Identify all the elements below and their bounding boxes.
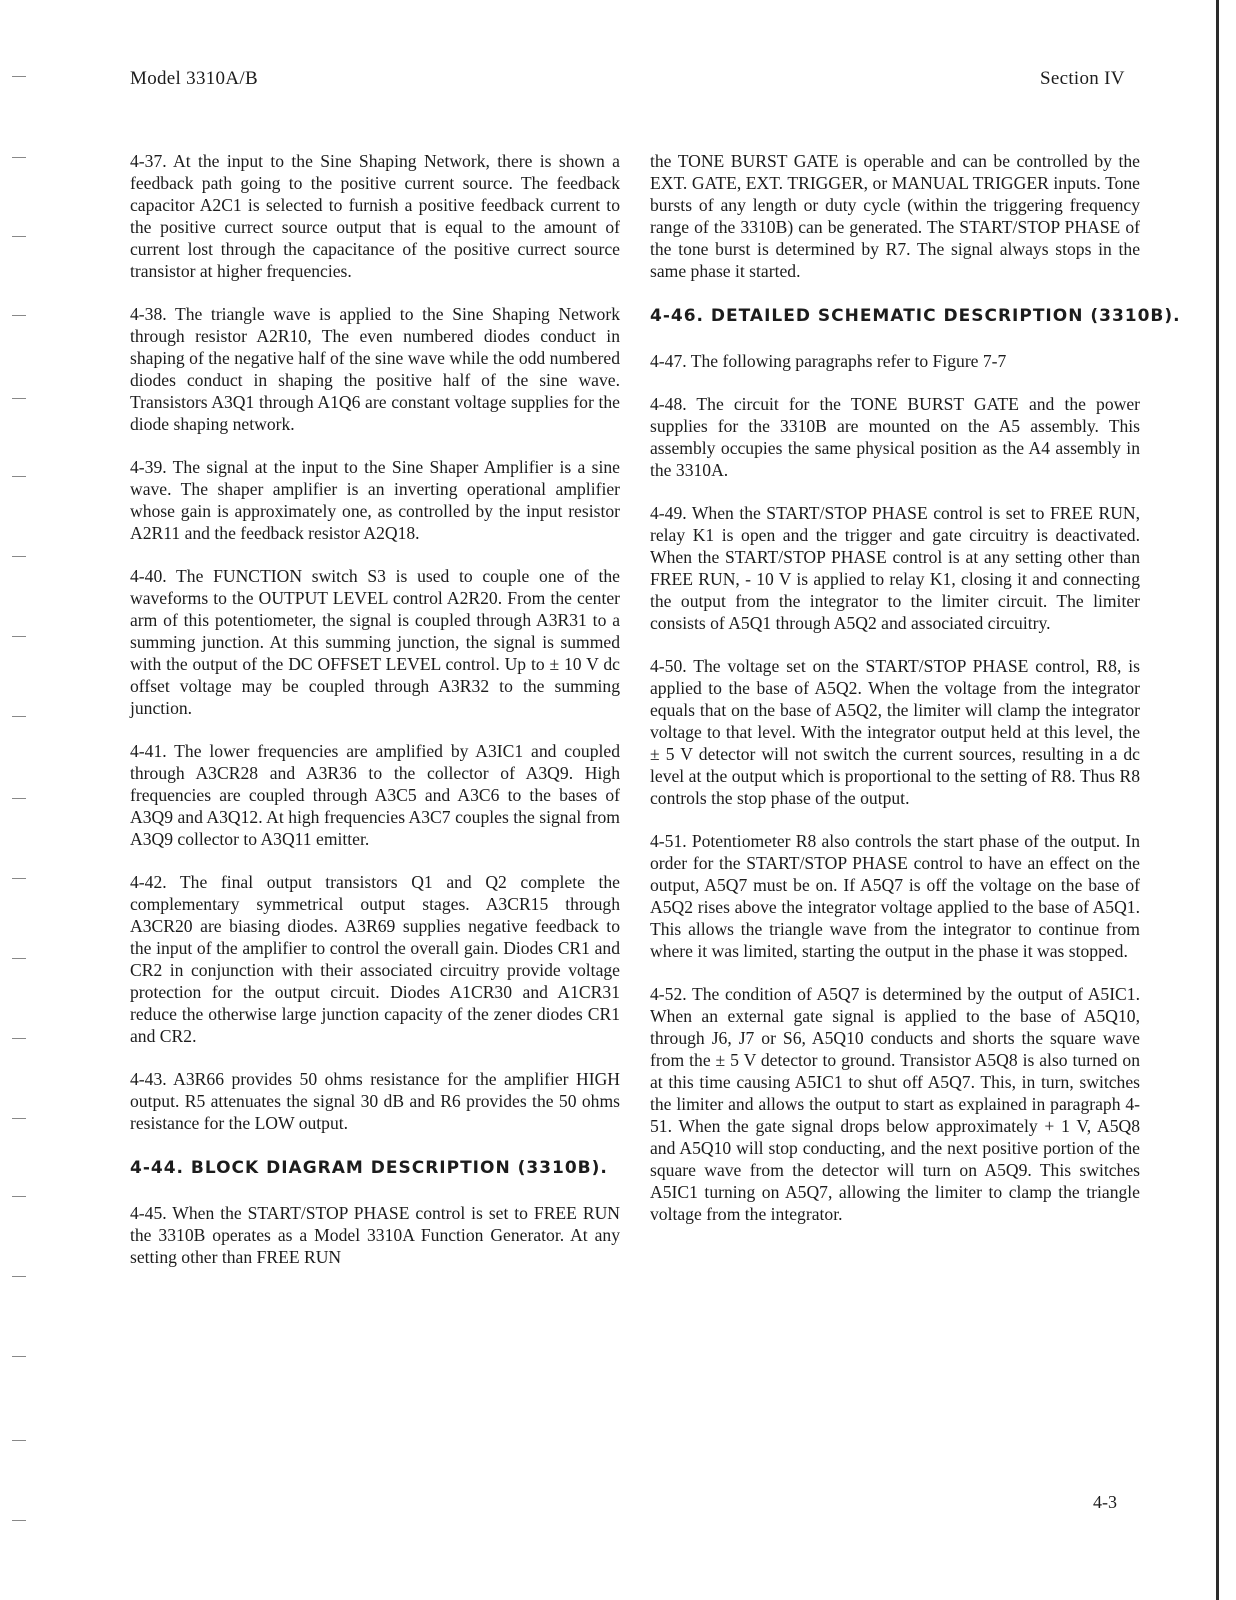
scan-margin-tick [12,716,26,717]
paragraph-4-48: 4-48. The circuit for the TONE BURST GATE and the power supplies for the 3310B are mounted on the A5 assembly. This assembly occupies the same physical position as the A4 assembly in the 3310A. [650,394,1140,480]
heading-4-46: 4-46. DETAILED SCHEMATIC DESCRIPTION (3310B). [650,306,1181,326]
scan-margin-tick [12,236,26,237]
paragraph-4-45: 4-45. When the START/STOP PHASE control is set to FREE RUN the 3310B operates as a Model 3310A Function Generator. At any setting other than FREE RUN [130,1203,620,1267]
scan-margin-tick [12,798,26,799]
scan-margin-tick [12,1196,26,1197]
paragraph-4-40: 4-40. The FUNCTION switch S3 is used to couple one of the waveforms to the OUTPUT LEVEL control A2R20. From the center arm of this potentiometer, the signal is coupled through A3R31 to a summing junction. At this summing junction, the signal is summed with the output of the DC OFFSET LEVEL control. Up to ± 10 V dc offset voltage may be coupled through A3R32 to the summing junction. [130,566,620,718]
scan-margin-tick [12,1276,26,1277]
paragraph-4-37: 4-37. At the input to the Sine Shaping Network, there is shown a feedback path going to the positive current source. The feedback capacitor A2C1 is selected to furnish a positive feedback current to the positive currect source output that is equal to the amount of current lost through the capacitance of the positive currect source transistor at higher frequencies. [130,151,620,281]
page-number: 4-3 [1093,1492,1117,1512]
paragraph-4-49: 4-49. When the START/STOP PHASE control is set to FREE RUN, relay K1 is open and the trigger and gate circuitry is deactivated. When the START/STOP PHASE control is at any setting other than FREE RUN, - 10 V is applied to relay K1, closing it and connecting the output from the integrator to the limiter circuit. The limiter consists of A5Q1 through A5Q2 and associated circuitry. [650,503,1140,633]
paragraph-4-38: 4-38. The triangle wave is applied to the Sine Shaping Network through resistor A2R10, The even numbered diodes conduct in shaping of the negative half of the sine wave while the odd numbered diodes conduct in shaping the positive half of the sine wave. Transistors A3Q1 through A1Q6 are constant voltage supplies for the diode shaping network. [130,304,620,434]
left-column [130,150,620,1289]
paragraph-4-50: 4-50. The voltage set on the START/STOP PHASE control, R8, is applied to the base of A5Q2. When the voltage from the integrator equals that on the base of A5Q2, the limiter will clamp the integrator voltage to that level. With the integrator output held at this level, the ± 5 V detector will not switch the current sources, resulting in a dc level at the output which is proportional to the setting of R8. Thus R8 controls the stop phase of the output. [650,656,1140,808]
scan-margin-tick [12,878,26,879]
scan-margin-tick [12,157,26,158]
scan-margin-tick [12,76,26,77]
scan-margin-tick [12,315,26,316]
scan-margin-tick [12,1356,26,1357]
scan-margin-tick [12,1440,26,1441]
paragraph-4-52: 4-52. The condition of A5Q7 is determined by the output of A5IC1. When an external gate signal is applied to the base of A5Q10, through J6, J7 or S6, A5Q10 conducts and shorts the square wave from the ± 5 V detector to ground. Transistor A5Q8 is also turned on at this time causing A5IC1 to shut off A5Q7. This, in turn, switches the limiter and allows the output to start as explained in paragraph 4-51. When the gate signal drops below approximately + 1 V, A5Q8 and A5Q10 will stop conducting, and the next positive portion of the square wave from the detector will turn on A5Q9. This switches A5IC1 turning on A5Q7, allowing the limiter to clamp the triangle voltage from the integrator. [650,984,1140,1224]
scan-edge-rule [1216,0,1219,1600]
paragraph-4-51: 4-51. Potentiometer R8 also controls the start phase of the output. In order for the START/STOP PHASE control to have an effect on the output, A5Q7 must be on. If A5Q7 is off the voltage on the base of A5Q2 rises above the integrator voltage applied to the base of A5Q1. This allows the triangle wave from the integrator to continue from where it was limited, starting the output in the phase it was stopped. [650,831,1140,961]
paragraph-4-42: 4-42. The final output transistors Q1 and Q2 complete the complementary symmetrical output stages. A3CR15 through A3CR20 are biasing diodes. A3R69 supplies negative feedback to the input of the amplifier to control the overall gain. Diodes CR1 and CR2 in conjunction with their associated circuitry provide voltage protection for the output circuit. Diodes A1CR30 and A1CR31 reduce the otherwise large junction capacity of the zener diodes CR1 and CR2. [130,872,620,1046]
scan-margin-tick [12,1038,26,1039]
header-model: Model 3310A/B [130,68,258,89]
paragraph-4-41: 4-41. The lower frequencies are amplified by A3IC1 and coupled through A3CR28 and A3R36 to the collector of A3Q9. High frequencies are coupled through A3C5 and A3C6 to the bases of A3Q9 and A3Q12. At high frequencies A3C7 couples the signal from A3Q9 collector to A3Q11 emitter. [130,741,620,849]
scan-margin-tick [12,958,26,959]
right-column [650,150,1181,1246]
scan-margin-tick [12,476,26,477]
scan-margin-tick [12,1118,26,1119]
paragraph-4-45-continued: the TONE BURST GATE is operable and can be controlled by the EXT. GATE, EXT. TRIGGER, or MANUAL TRIGGER inputs. Tone bursts of any length or duty cycle (within the triggering frequency range of the 3310B) can be generated. The START/STOP PHASE of the tone burst is determined by R7. The signal always stops in the same phase it started. [650,151,1140,281]
scan-margin-tick [12,556,26,557]
scan-margin-tick [12,398,26,399]
paragraph-4-39: 4-39. The signal at the input to the Sine Shaper Amplifier is a sine wave. The shaper amplifier is an inverting operational amplifier whose gain is approximately one, as controlled by the input resistor A2R11 and the feedback resistor A2Q18. [130,457,620,543]
paragraph-4-47: 4-47. The following paragraphs refer to Figure 7-7 [650,351,1007,371]
scan-margin-tick [12,1520,26,1521]
scan-margin-tick [12,636,26,637]
paragraph-4-43: 4-43. A3R66 provides 50 ohms resistance for the amplifier HIGH output. R5 attenuates the signal 30 dB and R6 provides the 50 ohms resistance for the LOW output. [130,1069,620,1133]
heading-4-44: 4-44. BLOCK DIAGRAM DESCRIPTION (3310B). [130,1158,608,1178]
header-section: Section IV [1040,68,1125,89]
